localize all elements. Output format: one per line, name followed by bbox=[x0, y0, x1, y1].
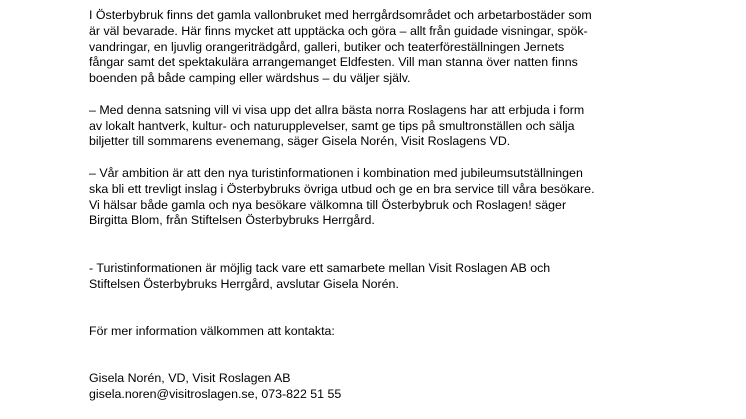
text-line: I Österbybruk finns det gamla vallonbruket med herrgårdsområdet och arbetarbostäder som bbox=[89, 8, 592, 22]
text-line: vandringar, en ljuvlig orangeriträdgård, galleri, butiker och teaterföreställningen Jernets bbox=[89, 39, 565, 54]
text-line: ska bli ett trevligt inslag i Österbybruks övriga utbud och ge en bra service till våra besökare. bbox=[89, 181, 595, 196]
paragraph-spacer bbox=[89, 292, 689, 324]
paragraph-spacer bbox=[89, 150, 689, 166]
paragraph-collaboration bbox=[89, 261, 689, 293]
paragraph-spacer bbox=[89, 229, 689, 261]
paragraph-osterbybruk-intro bbox=[89, 8, 689, 87]
text-line: fångar samt det spektakulära arrangemanget Eldfesten. Vill man stanna över natten finns bbox=[89, 55, 578, 70]
text-line: biljetter till sommarens evenemang, säger Gisela Norén, Visit Roslagens VD. bbox=[89, 134, 511, 149]
text-line: Birgitta Blom, från Stiftelsen Österbybruks Herrgård. bbox=[89, 213, 375, 228]
document-body bbox=[89, 8, 689, 403]
contact-name: Gisela Norén, VD, Visit Roslagen AB bbox=[89, 371, 291, 386]
contact-email-phone: gisela.noren@visitroslagen.se, 073-822 51 55 bbox=[89, 387, 342, 402]
paragraph-spacer bbox=[89, 340, 689, 372]
paragraph-quote-norén bbox=[89, 103, 689, 150]
text-line: är väl bevarade. Här finns mycket att upptäcka och göra – allt från guidade visningar, spök- bbox=[89, 23, 588, 38]
paragraph-contact-heading bbox=[89, 324, 689, 340]
text-line: av lokalt hantverk, kultur- och naturupplevelser, samt ge tips på smultronställen och sälja bbox=[89, 118, 575, 133]
text-line: – Vår ambition är att den nya turistinformationen i kombination med jubileumsutställningen bbox=[89, 165, 583, 180]
text-line: För mer information välkommen att kontakta: bbox=[89, 323, 335, 338]
paragraph-spacer bbox=[89, 87, 689, 103]
text-line: Stiftelsen Österbybruks Herrgård, avslutar Gisela Norén. bbox=[89, 276, 399, 291]
text-line: Vi hälsar både gamla och nya besökare välkomna till Österbybruk och Roslagen! säger bbox=[89, 197, 567, 212]
paragraph-quote-blom bbox=[89, 166, 689, 229]
paragraph-contact-details bbox=[89, 371, 689, 403]
text-line: - Turistinformationen är möjlig tack vare ett samarbete mellan Visit Roslagen AB och bbox=[89, 260, 551, 275]
text-line: boenden på både camping eller wärdshus – du väljer själv. bbox=[89, 71, 411, 86]
text-line: – Med denna satsning vill vi visa upp det allra bästa norra Roslagens har att erbjuda i form bbox=[89, 102, 585, 117]
